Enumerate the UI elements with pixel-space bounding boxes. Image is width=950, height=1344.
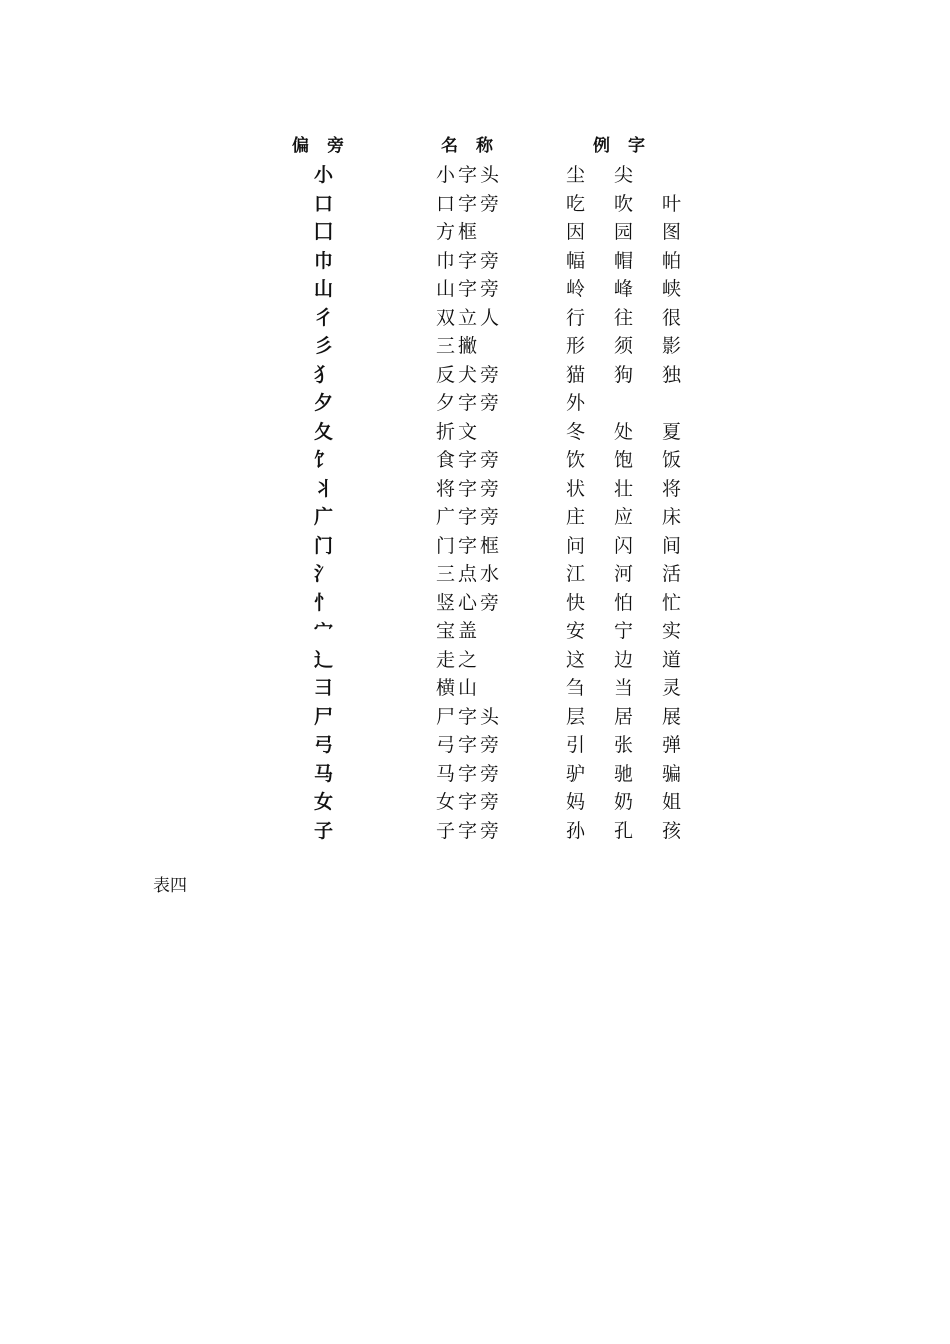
table-row — [0, 246, 950, 275]
radical-cell: 女 — [314, 791, 334, 813]
table-row — [0, 559, 950, 588]
example-char-cell: 刍 — [566, 677, 586, 699]
example-char-cell: 园 — [614, 221, 634, 243]
radical-name-cell: 将字旁 — [436, 477, 503, 500]
example-char-cell: 岭 — [566, 278, 586, 300]
example-char-cell: 独 — [662, 363, 682, 386]
example-char-cell: 图 — [662, 221, 682, 243]
example-char-cell: 因 — [566, 221, 586, 243]
table-row — [0, 673, 950, 702]
radical-cell: 口 — [314, 192, 334, 215]
example-char-cell: 实 — [662, 620, 682, 642]
table-row — [0, 502, 950, 531]
radical-name-cell: 广字旁 — [436, 506, 503, 528]
example-char-cell: 尘 — [566, 164, 586, 186]
example-char-cell: 展 — [662, 705, 682, 728]
table-row — [0, 417, 950, 446]
example-char-cell: 尖 — [614, 164, 634, 186]
example-char-cell: 孙 — [566, 819, 586, 842]
radical-cell: 辶 — [314, 648, 334, 671]
table-row — [0, 531, 950, 560]
header-radical: 偏旁 — [292, 136, 362, 156]
example-char-cell: 问 — [566, 534, 586, 557]
example-char-cell: 猫 — [566, 363, 586, 386]
example-char-cell: 活 — [662, 563, 682, 585]
table-row — [0, 189, 950, 218]
example-char-cell: 当 — [614, 677, 634, 699]
radical-cell: 丬 — [314, 477, 334, 500]
example-char-cell: 饭 — [662, 449, 682, 471]
example-char-cell: 宁 — [614, 620, 634, 642]
radical-cell: 马 — [314, 762, 334, 785]
radical-name-cell: 巾字旁 — [436, 249, 503, 272]
radical-cell: 尸 — [314, 705, 334, 728]
radical-cell: 氵 — [314, 563, 334, 585]
table-row — [0, 331, 950, 360]
example-char-cell: 间 — [662, 534, 682, 557]
example-char-cell: 帽 — [614, 249, 634, 272]
radical-name-cell: 横山 — [436, 677, 481, 699]
example-char-cell: 处 — [614, 420, 634, 443]
radical-name-cell: 山字旁 — [436, 278, 503, 300]
example-char-cell: 帕 — [662, 249, 682, 272]
table-row — [0, 816, 950, 845]
example-char-cell: 吹 — [614, 192, 634, 215]
example-char-cell: 应 — [614, 506, 634, 528]
example-char-cell: 河 — [614, 563, 634, 585]
example-char-cell: 驴 — [566, 762, 586, 785]
table-row — [0, 702, 950, 731]
header-name: 名称 — [441, 136, 511, 156]
example-char-cell: 往 — [614, 306, 634, 329]
example-char-cell: 江 — [566, 563, 586, 585]
radical-cell: 弓 — [314, 734, 334, 756]
example-char-cell: 幅 — [566, 249, 586, 272]
table-row — [0, 759, 950, 788]
table-header — [0, 131, 950, 161]
example-char-cell: 居 — [614, 705, 634, 728]
example-char-cell: 冬 — [566, 420, 586, 443]
example-char-cell: 灵 — [662, 677, 682, 699]
example-char-cell: 妈 — [566, 791, 586, 813]
table-row — [0, 474, 950, 503]
table-row — [0, 274, 950, 303]
example-char-cell: 孔 — [614, 819, 634, 842]
table-row — [0, 445, 950, 474]
example-char-cell: 快 — [566, 591, 586, 614]
example-char-cell: 弹 — [662, 734, 682, 756]
example-char-cell: 状 — [566, 477, 586, 500]
radical-name-cell: 食字旁 — [436, 449, 503, 471]
radical-cell: 彳 — [314, 306, 334, 329]
example-char-cell: 闪 — [614, 534, 634, 557]
radical-cell: 犭 — [314, 363, 334, 386]
example-char-cell: 叶 — [662, 192, 682, 215]
example-char-cell: 驰 — [614, 762, 634, 785]
example-char-cell: 外 — [566, 392, 586, 414]
example-char-cell: 庄 — [566, 506, 586, 528]
example-char-cell: 道 — [662, 648, 682, 671]
example-char-cell: 壮 — [614, 477, 634, 500]
example-char-cell: 饮 — [566, 449, 586, 471]
radical-cell: 忄 — [314, 591, 334, 614]
example-char-cell: 层 — [566, 705, 586, 728]
table-row — [0, 217, 950, 246]
radical-name-cell: 三点水 — [436, 563, 503, 585]
radical-cell: 山 — [314, 278, 334, 300]
example-char-cell: 将 — [662, 477, 682, 500]
radical-name-cell: 反犬旁 — [436, 363, 503, 386]
radical-name-cell: 口字旁 — [436, 192, 503, 215]
radical-name-cell: 门字框 — [436, 534, 503, 557]
header-examples: 例字 — [593, 136, 663, 156]
radical-cell: 子 — [314, 819, 334, 842]
table-row — [0, 730, 950, 759]
example-char-cell: 影 — [662, 335, 682, 357]
radical-cell: 门 — [314, 534, 334, 557]
radical-table-body — [0, 160, 950, 844]
radical-name-cell: 尸字头 — [436, 705, 503, 728]
radical-name-cell: 马字旁 — [436, 762, 503, 785]
radical-cell: 广 — [314, 506, 334, 528]
table-row — [0, 588, 950, 617]
example-char-cell: 忙 — [662, 591, 682, 614]
radical-name-cell: 宝盖 — [436, 620, 481, 642]
table-row — [0, 787, 950, 816]
example-char-cell: 孩 — [662, 819, 682, 842]
radical-name-cell: 双立人 — [436, 306, 503, 329]
radical-cell: 夂 — [314, 420, 334, 443]
radical-cell: 彐 — [314, 677, 334, 699]
example-char-cell: 峰 — [614, 278, 634, 300]
example-char-cell: 姐 — [662, 791, 682, 813]
example-char-cell: 引 — [566, 734, 586, 756]
example-char-cell: 很 — [662, 306, 682, 329]
table-row — [0, 160, 950, 189]
example-char-cell: 骗 — [662, 762, 682, 785]
radical-cell: 囗 — [314, 221, 334, 243]
example-char-cell: 安 — [566, 620, 586, 642]
example-char-cell: 吃 — [566, 192, 586, 215]
table-caption: 表四 — [153, 876, 187, 896]
example-char-cell: 形 — [566, 335, 586, 357]
example-char-cell: 床 — [662, 506, 682, 528]
example-char-cell: 夏 — [662, 420, 682, 443]
radical-name-cell: 方框 — [436, 221, 481, 243]
table-row — [0, 303, 950, 332]
table-row — [0, 360, 950, 389]
example-char-cell: 奶 — [614, 791, 634, 813]
radical-name-cell: 女字旁 — [436, 791, 503, 813]
radical-name-cell: 走之 — [436, 648, 481, 671]
table-row — [0, 388, 950, 417]
radical-cell: 彡 — [314, 335, 334, 357]
example-char-cell: 须 — [614, 335, 634, 357]
example-char-cell: 张 — [614, 734, 634, 756]
radical-name-cell: 弓字旁 — [436, 734, 503, 756]
radical-cell: 宀 — [314, 620, 334, 642]
example-char-cell: 边 — [614, 648, 634, 671]
radical-cell: 巾 — [314, 249, 334, 272]
radical-name-cell: 折文 — [436, 420, 481, 443]
example-char-cell: 峡 — [662, 278, 682, 300]
table-row — [0, 616, 950, 645]
example-char-cell: 怕 — [614, 591, 634, 614]
table-row — [0, 645, 950, 674]
radical-cell: 小 — [314, 164, 334, 186]
radical-name-cell: 夕字旁 — [436, 392, 503, 414]
radical-cell: 饣 — [314, 449, 334, 471]
example-char-cell: 这 — [566, 648, 586, 671]
radical-name-cell: 小字头 — [436, 164, 503, 186]
example-char-cell: 饱 — [614, 449, 634, 471]
radical-name-cell: 三撇 — [436, 335, 481, 357]
example-char-cell: 行 — [566, 306, 586, 329]
radical-name-cell: 子字旁 — [436, 819, 503, 842]
radical-name-cell: 竖心旁 — [436, 591, 503, 614]
example-char-cell: 狗 — [614, 363, 634, 386]
radical-cell: 夕 — [314, 392, 334, 414]
